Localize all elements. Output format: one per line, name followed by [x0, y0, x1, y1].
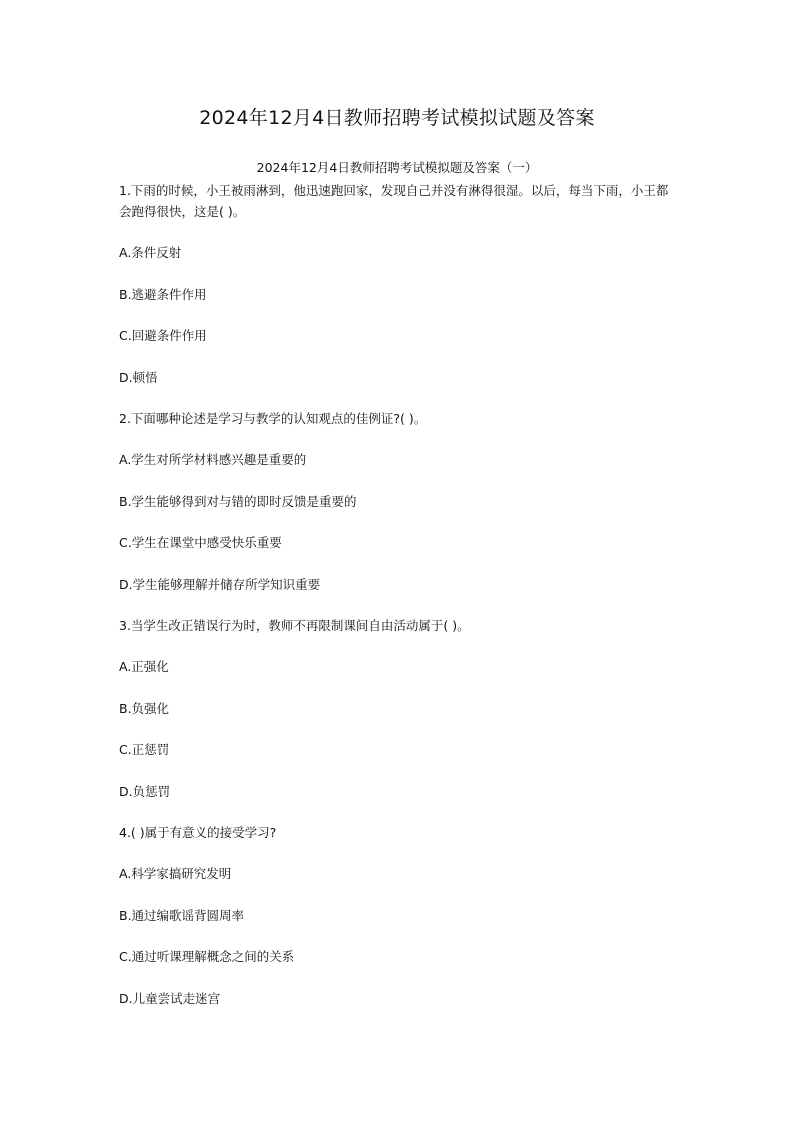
option-c: C.正惩罚 — [119, 742, 170, 757]
question-2 — [119, 408, 679, 595]
option-b: B.逃避条件作用 — [119, 286, 207, 302]
question-stem: 1.下雨的时候，小王被雨淋到，他迅速跑回家，发现自己并没有淋得很湿。以后，每当下雨，小王都会跑得很快，这是( )。 — [119, 183, 669, 219]
option-c: C.回避条件作用 — [119, 328, 207, 343]
option-a: A.学生对所学材料感兴趣是重要的 — [119, 452, 307, 467]
option-d: D.学生能够理解并储存所学知识重要 — [119, 576, 321, 592]
option-d: D.负惩罚 — [119, 783, 171, 799]
question-3 — [119, 615, 679, 802]
document-subtitle: 2024年12月4日教师招聘考试模拟题及答案（一） — [256, 160, 538, 175]
option-b: B.学生能够得到对与错的即时反馈是重要的 — [119, 493, 357, 509]
question-stem: 4.( )属于有意义的接受学习? — [119, 825, 277, 840]
question-list — [119, 180, 679, 1029]
option-a: A.正强化 — [119, 659, 169, 674]
option-b: B.负强化 — [119, 700, 170, 716]
question-stem: 3.当学生改正错误行为时，教师不再限制课间自由活动属于( )。 — [119, 618, 470, 633]
option-b: B.通过编歌谣背圆周率 — [119, 907, 245, 923]
question-1 — [119, 180, 679, 388]
document-title: 2024年12月4日教师招聘考试模拟试题及答案 — [199, 107, 595, 129]
question-4 — [119, 822, 679, 1009]
question-stem: 2.下面哪种论述是学习与教学的认知观点的佳例证?( )。 — [119, 411, 427, 426]
option-d: D.顿悟 — [119, 369, 158, 385]
option-a: A.科学家搞研究发明 — [119, 866, 232, 881]
option-c: C.学生在课堂中感受快乐重要 — [119, 535, 282, 550]
option-a: A.条件反射 — [119, 245, 182, 260]
option-d: D.儿童尝试走迷宫 — [119, 990, 221, 1006]
option-c: C.通过听课理解概念之间的关系 — [119, 949, 295, 964]
